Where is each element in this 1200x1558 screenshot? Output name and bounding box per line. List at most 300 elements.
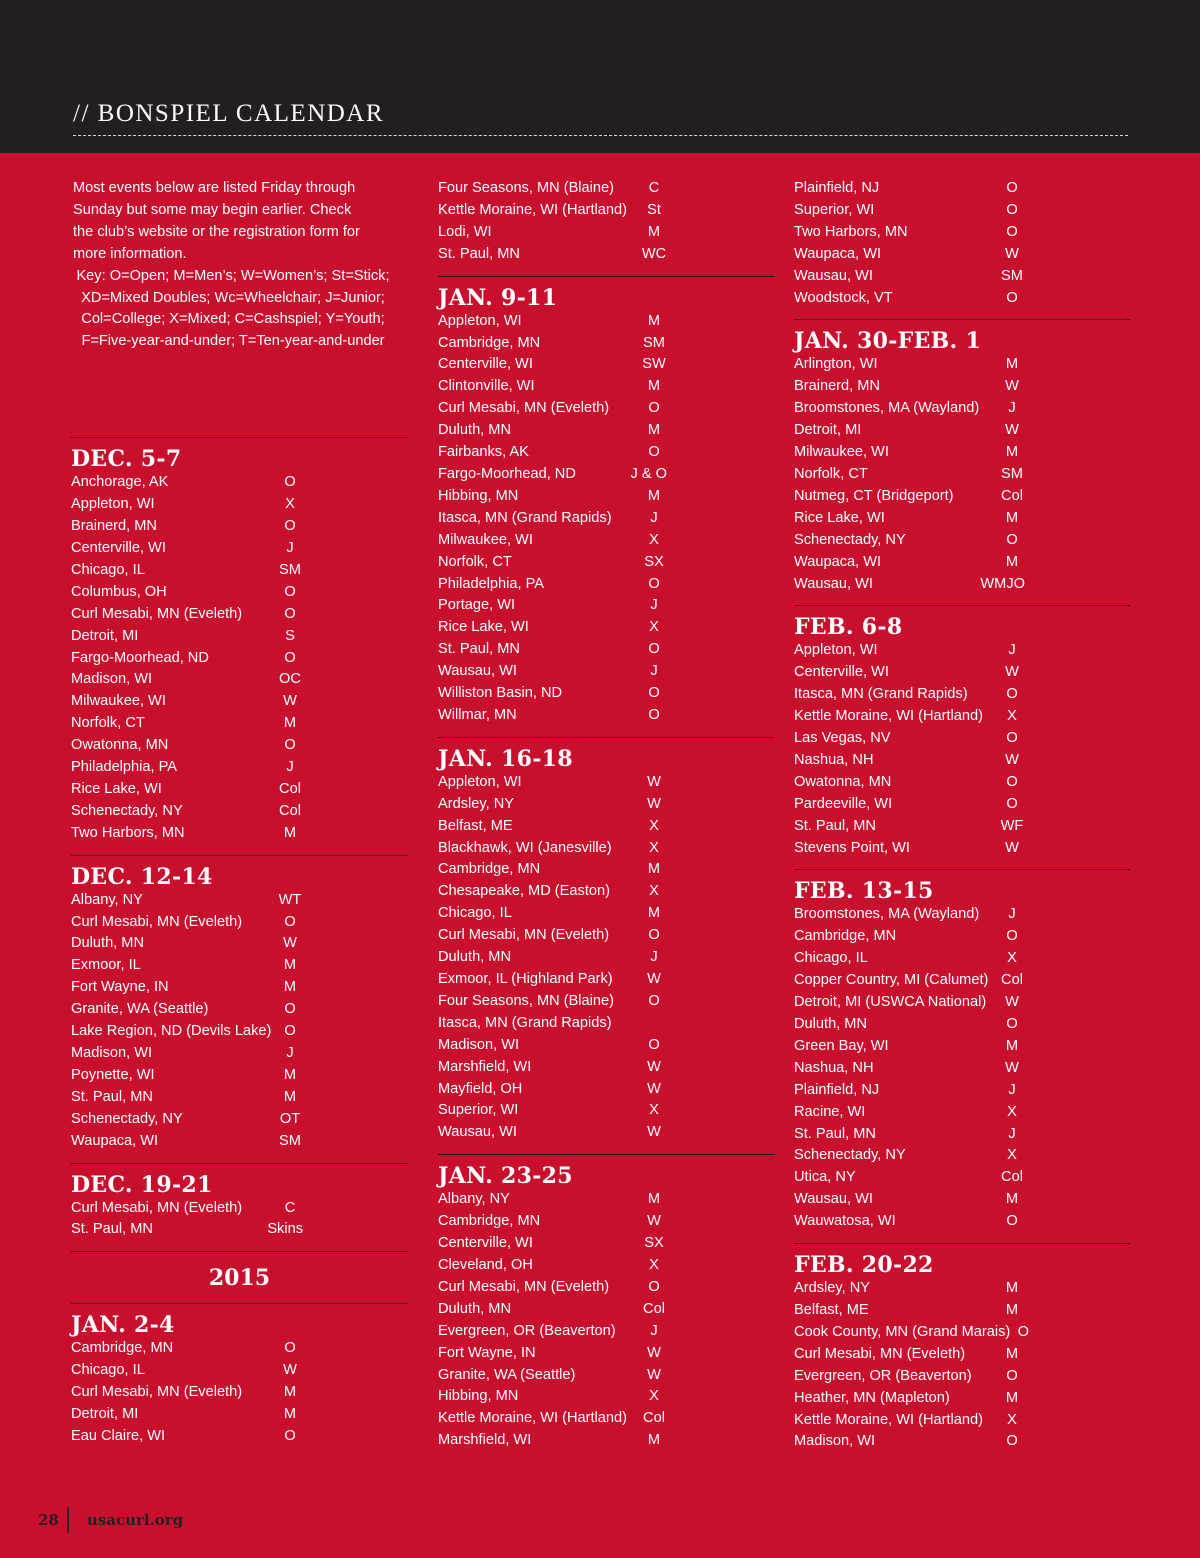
event-row: [438, 1122, 775, 1144]
event-type-code: O: [284, 605, 296, 622]
club-name: Owatonna, MN: [71, 737, 169, 754]
section-divider: [438, 1154, 775, 1155]
club-name: Williston Basin, ND: [438, 685, 563, 702]
event-row: [438, 1277, 775, 1299]
event-type-code: X: [1007, 1147, 1017, 1164]
club-name: Appleton, WI: [438, 773, 522, 790]
event-row: [794, 794, 1130, 816]
event-type-code: M: [283, 1088, 297, 1105]
event-row: [71, 1219, 408, 1241]
event-row: [794, 1278, 1130, 1300]
club-name: Nashua, NH: [794, 1059, 874, 1076]
club-name: Duluth, MN: [794, 1016, 867, 1032]
event-type-code: O: [1006, 531, 1018, 548]
club-name: Philadelphia, PA: [71, 759, 178, 776]
date-heading: DEC. 5-7: [71, 446, 182, 473]
club-name: Clintonville, WI: [438, 378, 535, 395]
event-type-code: W: [1005, 422, 1019, 439]
event-row: [438, 925, 775, 947]
event-row: [438, 552, 775, 574]
event-row: [794, 574, 1130, 596]
event-row: [438, 442, 775, 464]
event-type-code: O: [1006, 289, 1018, 306]
event-row: [438, 617, 775, 639]
event-row: [438, 398, 775, 420]
section-list: [71, 437, 408, 1241]
club-name: Itasca, MN (Grand Rapids): [794, 686, 968, 703]
club-name: Granite, WA (Seattle): [71, 1001, 209, 1018]
event-type-code: W: [647, 773, 661, 790]
page-number: 28: [38, 1511, 59, 1529]
section-list: [71, 1312, 408, 1448]
event-type-code: J: [286, 1045, 294, 1061]
event-type-code: J: [1008, 1125, 1016, 1142]
event-row: [71, 779, 408, 801]
club-name: Broomstones, MA (Wayland): [794, 400, 980, 417]
event-type-code: St: [647, 201, 661, 218]
event-type-code: W: [1005, 839, 1019, 856]
event-row: [794, 442, 1130, 464]
club-name: Cook County, MN (Grand Marais): [794, 1323, 1011, 1340]
event-type-code: O: [284, 913, 296, 930]
intro-text: Most events below are listed Friday through Sunday but some may begin earlier. Check the club’s website or the registration form for more information.: [73, 180, 360, 262]
club-name: Hibbing, MN: [438, 1388, 519, 1405]
event-type-code: O: [648, 685, 660, 702]
club-name: Centerville, WI: [438, 356, 533, 373]
club-name: Madison, WI: [71, 671, 153, 688]
event-type-code: M: [647, 1432, 661, 1449]
event-type-code: J: [650, 949, 658, 966]
club-name: Exmoor, IL: [71, 957, 141, 974]
event-row: [794, 420, 1130, 442]
club-name: Waupaca, WI: [71, 1132, 159, 1149]
event-type-code: J: [650, 663, 658, 680]
event-row: [794, 1145, 1130, 1167]
event-row: [794, 354, 1130, 376]
event-type-code: O: [648, 1278, 660, 1295]
event-type-code: SM: [1001, 465, 1023, 482]
event-type-code: M: [647, 905, 661, 922]
event-row: [438, 508, 775, 530]
event-row: [794, 1124, 1130, 1146]
club-name: Norfolk, CT: [71, 715, 145, 732]
club-name: Owatonna, MN: [794, 773, 892, 790]
event-row: [438, 1013, 775, 1035]
section-divider: [794, 319, 1130, 320]
event-type-code: M: [1005, 1191, 1019, 1208]
event-type-code: O: [648, 444, 660, 461]
event-row: [794, 1058, 1130, 1080]
event-type-code: Col: [279, 780, 301, 797]
club-name: Two Harbors, MN: [794, 223, 908, 240]
club-name: Milwaukee, WI: [438, 531, 533, 548]
club-name: Fort Wayne, IN: [438, 1344, 536, 1361]
event-row: [71, 999, 408, 1021]
event-type-code: O: [1006, 686, 1018, 703]
event-type-code: J: [286, 759, 294, 776]
event-row: [71, 1131, 408, 1153]
event-row: [438, 1079, 775, 1101]
event-type-code: S: [285, 627, 295, 644]
intro-block: [71, 178, 408, 353]
event-type-code: M: [1005, 553, 1019, 570]
club-name: Granite, WA (Seattle): [438, 1366, 576, 1383]
club-name: Centerville, WI: [438, 1235, 533, 1252]
event-type-code: Col: [643, 1300, 665, 1317]
event-row: [794, 1410, 1130, 1432]
club-name: Madison, WI: [438, 1036, 520, 1053]
continued-list: [438, 178, 775, 266]
club-name: Four Seasons, MN (Blaine): [438, 992, 615, 1009]
event-row: [71, 560, 408, 582]
event-type-code: X: [1007, 1103, 1017, 1120]
club-name: Centerville, WI: [794, 664, 889, 681]
event-type-code: O: [1006, 773, 1018, 790]
event-type-code: M: [1005, 1301, 1019, 1318]
event-type-code: Col: [643, 1410, 665, 1427]
section-list: [438, 276, 775, 1453]
event-type-code: O: [1006, 1016, 1018, 1032]
event-row: [794, 1080, 1130, 1102]
club-name: Anchorage, AK: [71, 474, 169, 491]
club-name: Brainerd, MN: [71, 518, 157, 535]
club-name: Schenectady, NY: [71, 802, 183, 819]
club-name: Portage, WI: [438, 597, 516, 614]
event-type-code: OT: [279, 1110, 301, 1127]
club-name: Nashua, NH: [794, 751, 874, 768]
section-divider: [71, 437, 408, 438]
club-name: Las Vegas, NV: [794, 730, 891, 747]
club-name: Heather, MN (Mapleton): [794, 1389, 950, 1406]
club-name: Wausau, WI: [794, 575, 873, 592]
event-type-code: X: [649, 817, 659, 834]
event-row: [794, 552, 1130, 574]
event-type-code: J: [286, 539, 294, 556]
event-type-code: W: [1005, 664, 1019, 681]
event-row: [794, 662, 1130, 684]
club-name: Broomstones, MA (Wayland): [794, 906, 980, 923]
club-name: Kettle Moraine, WI (Hartland): [794, 708, 983, 725]
club-name: Chicago, IL: [71, 1362, 145, 1379]
event-row: [71, 1382, 408, 1404]
event-row: [438, 1386, 775, 1408]
event-type-code: X: [1007, 708, 1017, 725]
club-name: Curl Mesabi, MN (Eveleth): [71, 1199, 243, 1216]
club-name: Lodi, WI: [438, 223, 492, 240]
event-type-code: SM: [279, 561, 301, 578]
event-type-code: M: [647, 223, 661, 240]
club-name: Detroit, MI: [71, 627, 139, 644]
event-row: [794, 1431, 1130, 1453]
event-row: [438, 1035, 775, 1057]
event-row: [438, 969, 775, 991]
event-row: [438, 1321, 775, 1343]
club-name: Cambridge, MN: [438, 334, 541, 351]
event-row: [794, 1344, 1130, 1366]
event-row: [71, 472, 408, 494]
event-row: [438, 1408, 775, 1430]
event-type-code: W: [283, 693, 297, 710]
event-type-code: O: [284, 1427, 296, 1444]
event-row: [794, 376, 1130, 398]
event-type-code: X: [649, 839, 659, 856]
club-name: Curl Mesabi, MN (Eveleth): [794, 1345, 966, 1362]
club-name: Brainerd, MN: [794, 378, 880, 395]
event-row: [794, 486, 1130, 508]
event-row: [438, 661, 775, 683]
event-type-code: X: [285, 496, 295, 513]
event-type-code: M: [283, 824, 297, 841]
event-row: [71, 1338, 408, 1360]
column-1: [71, 178, 408, 1448]
event-type-code: O: [284, 649, 296, 666]
event-row: [438, 530, 775, 552]
club-name: St. Paul, MN: [794, 1125, 876, 1142]
event-type-code: O: [284, 737, 296, 754]
event-type-code: W: [1005, 751, 1019, 768]
event-type-code: O: [648, 400, 660, 417]
event-row: [794, 398, 1130, 420]
section-divider: [438, 276, 775, 277]
club-name: Fargo-Moorhead, ND: [438, 465, 576, 482]
club-name: Plainfield, NJ: [794, 1081, 880, 1098]
event-type-code: O: [284, 474, 296, 491]
club-name: Columbus, OH: [71, 583, 167, 600]
event-type-code: J: [1008, 1081, 1016, 1098]
event-row: [794, 772, 1130, 794]
event-row: [71, 735, 408, 757]
event-row: [71, 823, 408, 845]
event-row: [794, 684, 1130, 706]
date-heading: DEC. 19-21: [71, 1171, 213, 1198]
event-row: [794, 1211, 1130, 1233]
event-type-code: X: [1007, 1411, 1017, 1428]
event-row: [438, 1100, 775, 1122]
event-type-code: J: [1008, 642, 1016, 659]
event-row: [438, 420, 775, 442]
section-divider: [71, 855, 408, 856]
club-name: Willmar, MN: [438, 706, 517, 723]
event-type-code: W: [1005, 245, 1019, 262]
club-name: Curl Mesabi, MN (Eveleth): [438, 400, 610, 417]
club-name: Superior, WI: [794, 201, 875, 218]
event-row: [794, 288, 1130, 310]
event-type-code: J: [1008, 400, 1016, 417]
club-name: Schenectady, NY: [794, 1147, 906, 1164]
event-type-code: O: [648, 575, 660, 592]
event-row: [794, 1388, 1130, 1410]
event-type-code: O: [1006, 795, 1018, 812]
club-name: Rice Lake, WI: [71, 780, 162, 797]
club-name: Wausau, WI: [794, 267, 873, 284]
event-type-code: J: [650, 509, 658, 526]
date-heading: FEB. 13-15: [794, 878, 934, 905]
event-type-code: M: [1005, 509, 1019, 526]
event-row: [794, 750, 1130, 772]
club-name: Rice Lake, WI: [794, 509, 885, 526]
event-row: [794, 1014, 1130, 1036]
club-name: Wausau, WI: [438, 663, 517, 680]
club-name: Itasca, MN (Grand Rapids): [438, 1014, 612, 1031]
club-name: Eau Claire, WI: [71, 1427, 166, 1444]
footer-separator: [67, 1507, 69, 1533]
event-type-code: W: [283, 935, 297, 952]
event-row: [794, 1189, 1130, 1211]
club-name: St. Paul, MN: [794, 817, 876, 834]
event-type-code: J: [650, 1322, 658, 1339]
event-row: [71, 801, 408, 823]
club-name: St. Paul, MN: [71, 1088, 153, 1105]
event-row: [794, 530, 1130, 552]
event-type-code: SW: [642, 356, 666, 373]
date-heading: JAN. 9-11: [438, 284, 558, 311]
event-row: [71, 516, 408, 538]
event-type-code: O: [284, 583, 296, 600]
event-type-code: M: [647, 861, 661, 878]
event-type-code: W: [647, 1080, 661, 1097]
event-row: [71, 494, 408, 516]
event-type-code: C: [284, 1199, 296, 1216]
event-row: [71, 626, 408, 648]
event-type-code: X: [649, 531, 659, 548]
event-row: [71, 933, 408, 955]
event-row: [794, 1167, 1130, 1189]
club-name: Appleton, WI: [794, 642, 878, 659]
club-name: Detroit, MI: [794, 422, 862, 439]
event-row: [438, 1343, 775, 1365]
club-name: Green Bay, WI: [794, 1037, 889, 1054]
event-row: [438, 1211, 775, 1233]
club-name: Schenectady, NY: [71, 1110, 183, 1127]
event-type-code: Skins: [267, 1221, 303, 1238]
event-row: [794, 1366, 1130, 1388]
club-name: Waupaca, WI: [794, 553, 882, 570]
event-row: [438, 464, 775, 486]
club-name: Curl Mesabi, MN (Eveleth): [438, 1278, 610, 1295]
event-type-code: SM: [643, 334, 665, 351]
event-type-code: W: [647, 1213, 661, 1230]
event-type-code: WC: [641, 245, 667, 262]
event-row: [794, 992, 1130, 1014]
club-name: Appleton, WI: [438, 312, 522, 329]
event-row: [438, 1255, 775, 1277]
club-name: Ardsley, NY: [794, 1280, 870, 1297]
event-row: [438, 1365, 775, 1387]
event-row: [71, 713, 408, 735]
club-name: Cambridge, MN: [71, 1340, 174, 1357]
event-type-code: O: [1006, 201, 1018, 218]
club-name: Belfast, ME: [438, 817, 513, 834]
event-type-code: W: [283, 1362, 297, 1379]
event-row: [794, 706, 1130, 728]
event-type-code: WF: [1000, 817, 1024, 834]
event-row: [438, 1430, 775, 1452]
club-name: Wauwatosa, WI: [794, 1213, 896, 1230]
event-row: [71, 1198, 408, 1220]
event-type-code: M: [647, 1191, 661, 1208]
club-name: Cambridge, MN: [438, 861, 541, 878]
club-name: Detroit, MI (USWCA National): [794, 994, 987, 1011]
club-name: Cambridge, MN: [794, 928, 897, 945]
event-type-code: O: [1006, 1213, 1018, 1230]
event-row: [71, 538, 408, 560]
event-row: [438, 178, 775, 200]
club-name: Pardeeville, WI: [794, 795, 893, 812]
event-row: [438, 200, 775, 222]
club-name: Albany, NY: [438, 1191, 510, 1208]
event-type-code: W: [647, 795, 661, 812]
event-row: [438, 991, 775, 1013]
club-name: Duluth, MN: [438, 1300, 511, 1317]
event-type-code: W: [647, 1344, 661, 1361]
event-row: [71, 1109, 408, 1131]
club-name: Norfolk, CT: [794, 465, 868, 482]
event-row: [438, 1189, 775, 1211]
club-name: Plainfield, NJ: [794, 180, 880, 196]
club-name: Rice Lake, WI: [438, 619, 529, 636]
club-name: Madison, WI: [794, 1433, 876, 1450]
event-type-code: Col: [279, 802, 301, 819]
club-name: Fargo-Moorhead, ND: [71, 649, 209, 666]
column-3: [794, 178, 1130, 1453]
club-name: Milwaukee, WI: [71, 693, 166, 710]
site-link[interactable]: usacurl.org: [86, 1511, 184, 1529]
event-type-code: M: [283, 1066, 297, 1083]
event-type-code: X: [649, 1102, 659, 1119]
event-row: [794, 948, 1130, 970]
event-row: [71, 1426, 408, 1448]
event-row: [794, 970, 1130, 992]
continued-list: [794, 178, 1130, 309]
club-name: Kettle Moraine, WI (Hartland): [438, 201, 627, 218]
date-heading: FEB. 6-8: [794, 614, 903, 641]
club-name: Detroit, MI: [71, 1406, 139, 1423]
event-type-code: C: [648, 180, 660, 196]
club-name: Marshfield, WI: [438, 1058, 532, 1075]
club-name: Kettle Moraine, WI (Hartland): [794, 1411, 983, 1428]
event-type-code: W: [1005, 994, 1019, 1011]
event-row: [438, 486, 775, 508]
section-divider: [71, 1251, 408, 1252]
club-name: Two Harbors, MN: [71, 824, 185, 841]
club-name: Milwaukee, WI: [794, 444, 889, 461]
event-row: [438, 333, 775, 355]
event-row: [71, 890, 408, 912]
section-divider: [71, 1163, 408, 1164]
event-row: [794, 728, 1130, 750]
event-type-code: SX: [644, 553, 664, 570]
club-name: Norfolk, CT: [438, 553, 512, 570]
event-row: [71, 1021, 408, 1043]
club-name: St. Paul, MN: [438, 641, 520, 658]
event-type-code: M: [1005, 1345, 1019, 1362]
event-row: [438, 222, 775, 244]
section-divider: [71, 1303, 408, 1304]
event-type-code: O: [1006, 223, 1018, 240]
event-row: [794, 816, 1130, 838]
event-row: [794, 1102, 1130, 1124]
event-type-code: O: [648, 1036, 660, 1053]
club-name: Superior, WI: [438, 1102, 519, 1119]
date-heading: JAN. 16-18: [438, 745, 573, 772]
event-type-code: Col: [1001, 1169, 1023, 1186]
event-row: [794, 904, 1130, 926]
club-name: Madison, WI: [71, 1045, 153, 1061]
header-bar: [0, 0, 1200, 153]
event-type-code: O: [648, 641, 660, 658]
event-row: [71, 1360, 408, 1382]
event-row: [438, 574, 775, 596]
